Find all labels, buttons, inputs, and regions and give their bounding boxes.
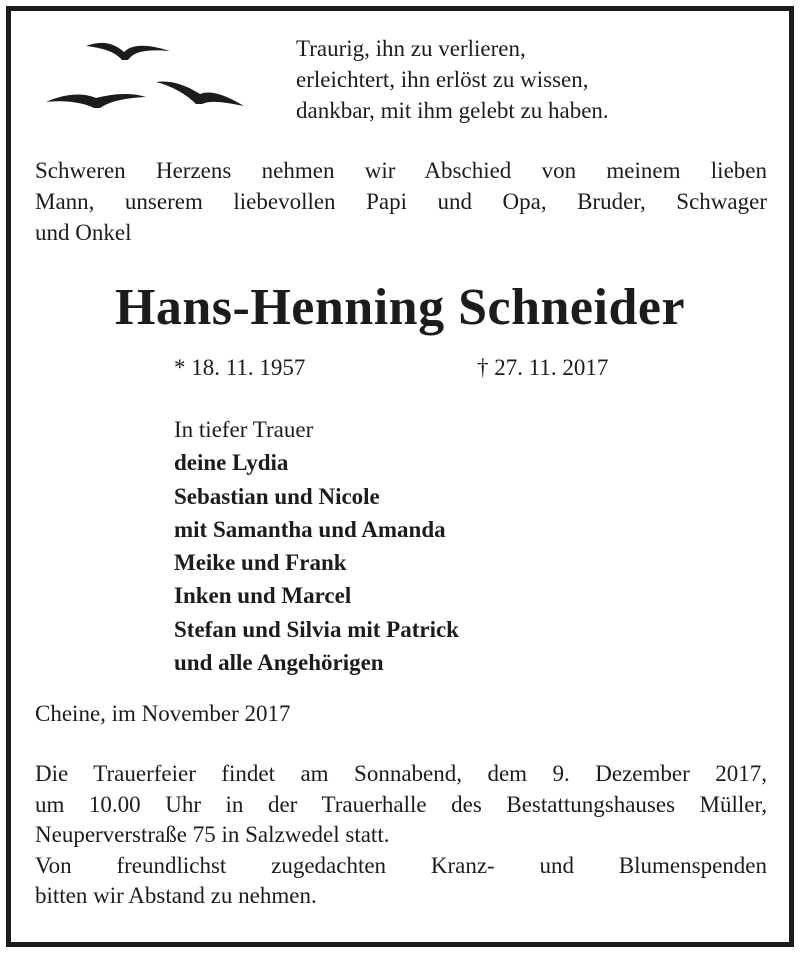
intro-line: und Onkel bbox=[35, 220, 132, 245]
intro-line: Schweren Herzens nehmen wir Abschied von meinem lieben bbox=[35, 158, 767, 183]
poem-line: Traurig, ihn zu verlieren, bbox=[296, 36, 526, 61]
death-date: † 27. 11. 2017 bbox=[477, 355, 609, 380]
birds-icon bbox=[42, 34, 262, 124]
mourner-line: Sebastian und Nicole bbox=[174, 483, 380, 509]
funeral-line: um 10.00 Uhr in der Trauerhalle des Bestattungshauses Müller, bbox=[35, 791, 767, 817]
funeral-info bbox=[35, 759, 767, 912]
mourner-line: mit Samantha und Amanda bbox=[174, 516, 446, 542]
funeral-line: Die Trauerfeier findet am Sonnabend, dem 9. Dezember 2017, bbox=[35, 761, 767, 786]
mourner-line: Meike und Frank bbox=[174, 550, 347, 576]
funeral-line: Von freundlichst zugedachten Kranz- und Blumenspenden bbox=[35, 852, 767, 878]
intro-text bbox=[35, 155, 767, 248]
mourners-heading: In tiefer Trauer bbox=[174, 417, 314, 442]
birth-date: * 18. 11. 1957 bbox=[174, 355, 306, 380]
mourner-line: Inken und Marcel bbox=[174, 583, 352, 609]
place-date: Cheine, im November 2017 bbox=[35, 701, 291, 726]
deceased-name: Hans-Henning Schneider bbox=[114, 279, 686, 336]
funeral-line: Neuperverstraße 75 in Salzwedel statt. bbox=[35, 822, 390, 848]
poem-line: erleichtert, ihn erlöst zu wissen, bbox=[296, 67, 589, 92]
mourner-line: und alle Angehörigen bbox=[174, 650, 384, 676]
mourner-line: Stefan und Silvia mit Patrick bbox=[174, 616, 459, 642]
poem-line: dankbar, mit ihm gelebt zu haben. bbox=[296, 98, 609, 123]
poem bbox=[296, 33, 609, 126]
mourners-block bbox=[174, 413, 459, 679]
mourner-line: deine Lydia bbox=[174, 450, 289, 476]
funeral-line: bitten wir Abstand zu nehmen. bbox=[35, 883, 317, 909]
intro-line: Mann, unserem liebevollen Papi und Opa, Bruder, Schwager bbox=[35, 189, 767, 214]
